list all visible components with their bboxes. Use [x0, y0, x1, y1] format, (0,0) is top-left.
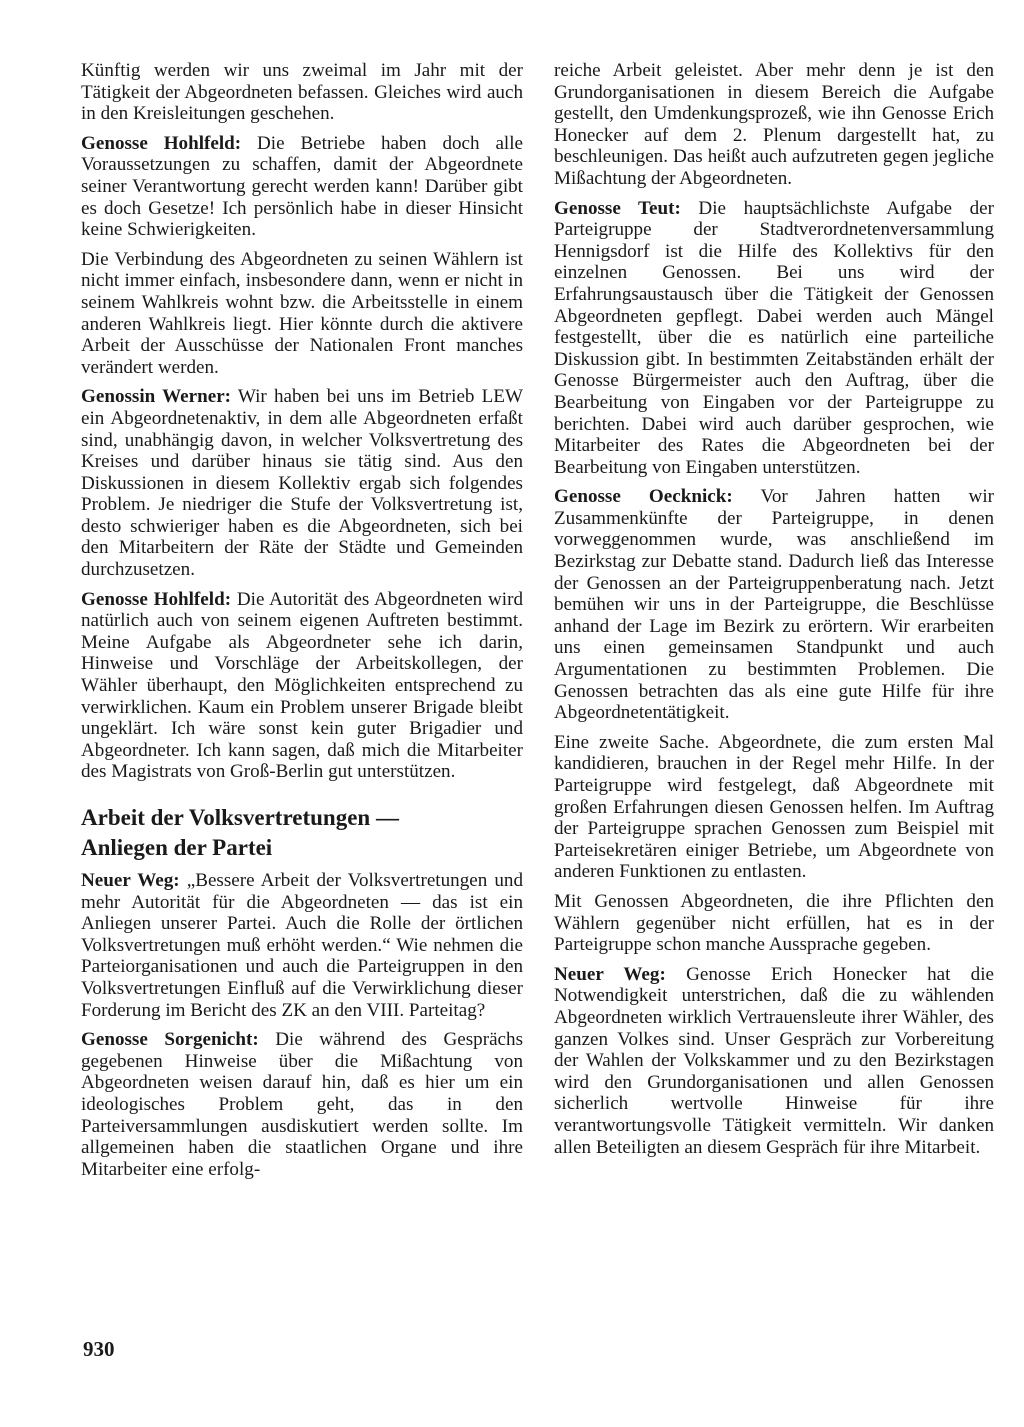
paragraph: [81, 386, 523, 580]
page-number: 930: [83, 1337, 115, 1361]
paragraph-text: Vor Jahren hatten wir Zusammenkünfte der Parteigruppe, in denen vorweggenommen wurde, was anschließend im Bezirkstag zur Debatte stand. Dadurch ließ das Interesse der Genossen an der Parteigruppenberatung nach. Jetzt bemühen wir uns in der Parteigruppe, die Beschlüsse anhand der Lage im Bezirk zu erörtern. Wir erarbeiten uns einen gemeinsamen Standpunkt und auch Argumentationen zu bestimmten Problemen. Die Genossen betrachten das als eine gute Hilfe für ihre Abgeordnetentätigkeit.: [554, 486, 994, 724]
paragraph: [554, 486, 994, 724]
left-column: [81, 60, 523, 1188]
paragraph: [554, 60, 994, 190]
paragraph-text: Eine zweite Sache. Abgeordnete, die zum ersten Mal kandidieren, brauchen in der Regel mehr Hilfe. In der Parteigruppe wird festgelegt, daß Abgeordnete mit großen Erfahrungen diesen Genossen helfen. Im Auftrag der Parteigruppe sprachen Genossen zum Beispiel mit Parteisekretären einiger Betriebe, um Abgeordnete von anderen Funktionen zu entlasten.: [554, 731, 994, 883]
speaker-name: Neuer Weg:: [554, 963, 666, 985]
paragraph: [81, 60, 523, 125]
paragraph-text: Die Betriebe haben doch alle Voraussetzungen zu schaffen, damit der Abgeordnete seiner Verantwortung gerecht werden kann! Darüber gibt es doch Gesetze! Ich persönlich habe in dieser Hinsicht keine Schwierigkeiten.: [81, 132, 523, 241]
paragraph: [554, 732, 994, 883]
paragraph-text: reiche Arbeit geleistet. Aber mehr denn je ist den Grundorganisationen in diesem Bereich die Aufgabe gestellt, den Umdenkungsprozeß, wie ihn Genosse Erich Honecker auf dem 2. Plenum dargestellt hat, zu beschleunigen. Das heißt auch aufzutreten gegen jegliche Mißachtung der Abgeordneten.: [554, 60, 994, 189]
paragraph-text: Mit Genossen Abgeordneten, die ihre Pflichten den Wählern gegenüber nicht erfüllen, hat es in der Parteigruppe schon manche Aussprache gegeben.: [554, 890, 994, 956]
paragraph: [81, 589, 523, 783]
paragraph-text: Die Autorität des Abgeordneten wird natürlich auch von seinem eigenen Auftreten bestimmt. Meine Aufgabe als Abgeordneter sehe ich darin, Hinweise und Vorschläge der Arbeitskollegen, der Wähler überhaupt, den Möglichkeiten entsprechend zu verwirklichen. Kaum ein Problem unserer Brigade bleibt ungeklärt. Ich wäre sonst kein guter Brigadier und Abgeordneter. Ich kann sagen, daß mich die Mitarbeiter des Magistrats von Groß-Berlin gut unterstützen.: [81, 588, 523, 783]
paragraph: [554, 198, 994, 479]
paragraph: [81, 133, 523, 241]
speaker-name: Genosse Sorgenicht:: [81, 1029, 259, 1051]
section-heading: [81, 803, 523, 863]
paragraph: [81, 870, 523, 1021]
speaker-name: Genosse Hohlfeld:: [81, 132, 242, 154]
paragraph-text: „Bessere Arbeit der Volksvertretungen und mehr Autorität für die Abgeordneten — das ist ein Anliegen unserer Partei. Auch die Rolle der örtlichen Volksvertretungen muß erhöht werden.“ Wie nehmen die Parteiorganisationen und auch die Parteigruppen in den Volksvertretungen Einfluß auf die Verwirklichung dieser Forderung im Bericht des ZK an den VIII. Parteitag?: [81, 870, 523, 1021]
paragraph-text: Wir haben bei uns im Betrieb LEW ein Abgeordnetenaktiv, in dem alle Abgeordneten erfaßt sind, unabhängig davon, in welcher Volksvertretung des Kreises und darüber hinaus sie tätig sind. Aus den Diskussionen in diesem Kollektiv ergab sich folgendes Problem. Je niedriger die Stufe der Volksvertretung ist, desto schwieriger haben es die Abgeordneten, sich bei den Mitarbeitern der Räte der Städte und Gemeinden durchzusetzen.: [81, 386, 523, 581]
paragraph-text: Die Verbindung des Abgeordneten zu seinen Wählern ist nicht immer einfach, insbesondere dann, wenn er nicht in seinem Wahlkreis wohnt bzw. die Arbeitsstelle in einem anderen Wahlkreis liegt. Hier könnte durch die aktivere Arbeit der Ausschüsse der Nationalen Front manches verändert werden.: [81, 248, 523, 378]
paragraph-text: Genosse Erich Honecker hat die Notwendigkeit unterstrichen, daß die zu wählenden Abgeordneten wirklich Vertrauensleute ihrer Wähler, des ganzen Volkes sind. Unser Gespräch zur Vorbereitung der Wahlen der Volkskammer und zu den Bezirkstagen wird den Grundorganisationen und allen Genossen sicherlich wertvolle Hinweise für ihre verantwortungsvolle Tätigkeit vermitteln. Wir danken allen Beteiligten an diesem Gespräch für ihre Mitarbeit.: [554, 963, 994, 1158]
paragraph-text: Die hauptsächlichste Aufgabe der Parteigruppe der Stadtverordnetenversammlung Hennigsdorf ist die Hilfe des Kollektivs für den einzelnen Genossen. Bei uns wird der Erfahrungsaustausch über die Tätigkeit der Genossen Abgeordneten gepflegt. Dabei werden auch Mängel festgestellt, über die es natürlich eine parteiliche Diskussion gibt. In bestimmten Zeitabständen erhält der Genosse Bürgermeister auch den Auftrag, über die Bearbeitung von Eingaben vor der Parteigruppe zu berichten. Dabei wird auch darüber gesprochen, wie Mitarbeiter des Rates die Abgeordneten bei der Bearbeitung von Eingaben unterstützen.: [554, 197, 994, 478]
right-column: [554, 60, 994, 1166]
paragraph: [554, 891, 994, 956]
paragraph-text: Die während des Gesprächs gegebenen Hinweise über die Mißachtung von Abgeordneten weisen darauf hin, daß es hier um ein ideologisches Problem geht, das in den Parteiversammlungen ausdiskutiert werden sollte. Im allgemeinen haben die staatlichen Organe und ihre Mitarbeiter eine erfolg-: [81, 1029, 523, 1180]
speaker-name: Genossin Werner:: [81, 386, 232, 408]
speaker-name: Neuer Weg:: [81, 870, 180, 891]
speaker-name: Genosse Oecknick:: [554, 486, 733, 508]
paragraph: [554, 964, 994, 1158]
speaker-name: Genosse Teut:: [554, 197, 681, 219]
section-heading-line: Arbeit der Volksvertretungen —: [81, 805, 399, 830]
section-heading-line: Anliegen der Partei: [81, 835, 273, 860]
paragraph-text: Künftig werden wir uns zweimal im Jahr mit der Tätigkeit der Abgeordneten befassen. Gleiches wird auch in den Kreisleitungen geschehen.: [81, 60, 523, 125]
paragraph: [81, 1029, 523, 1180]
paragraph: [81, 249, 523, 379]
speaker-name: Genosse Hohlfeld:: [81, 588, 232, 610]
